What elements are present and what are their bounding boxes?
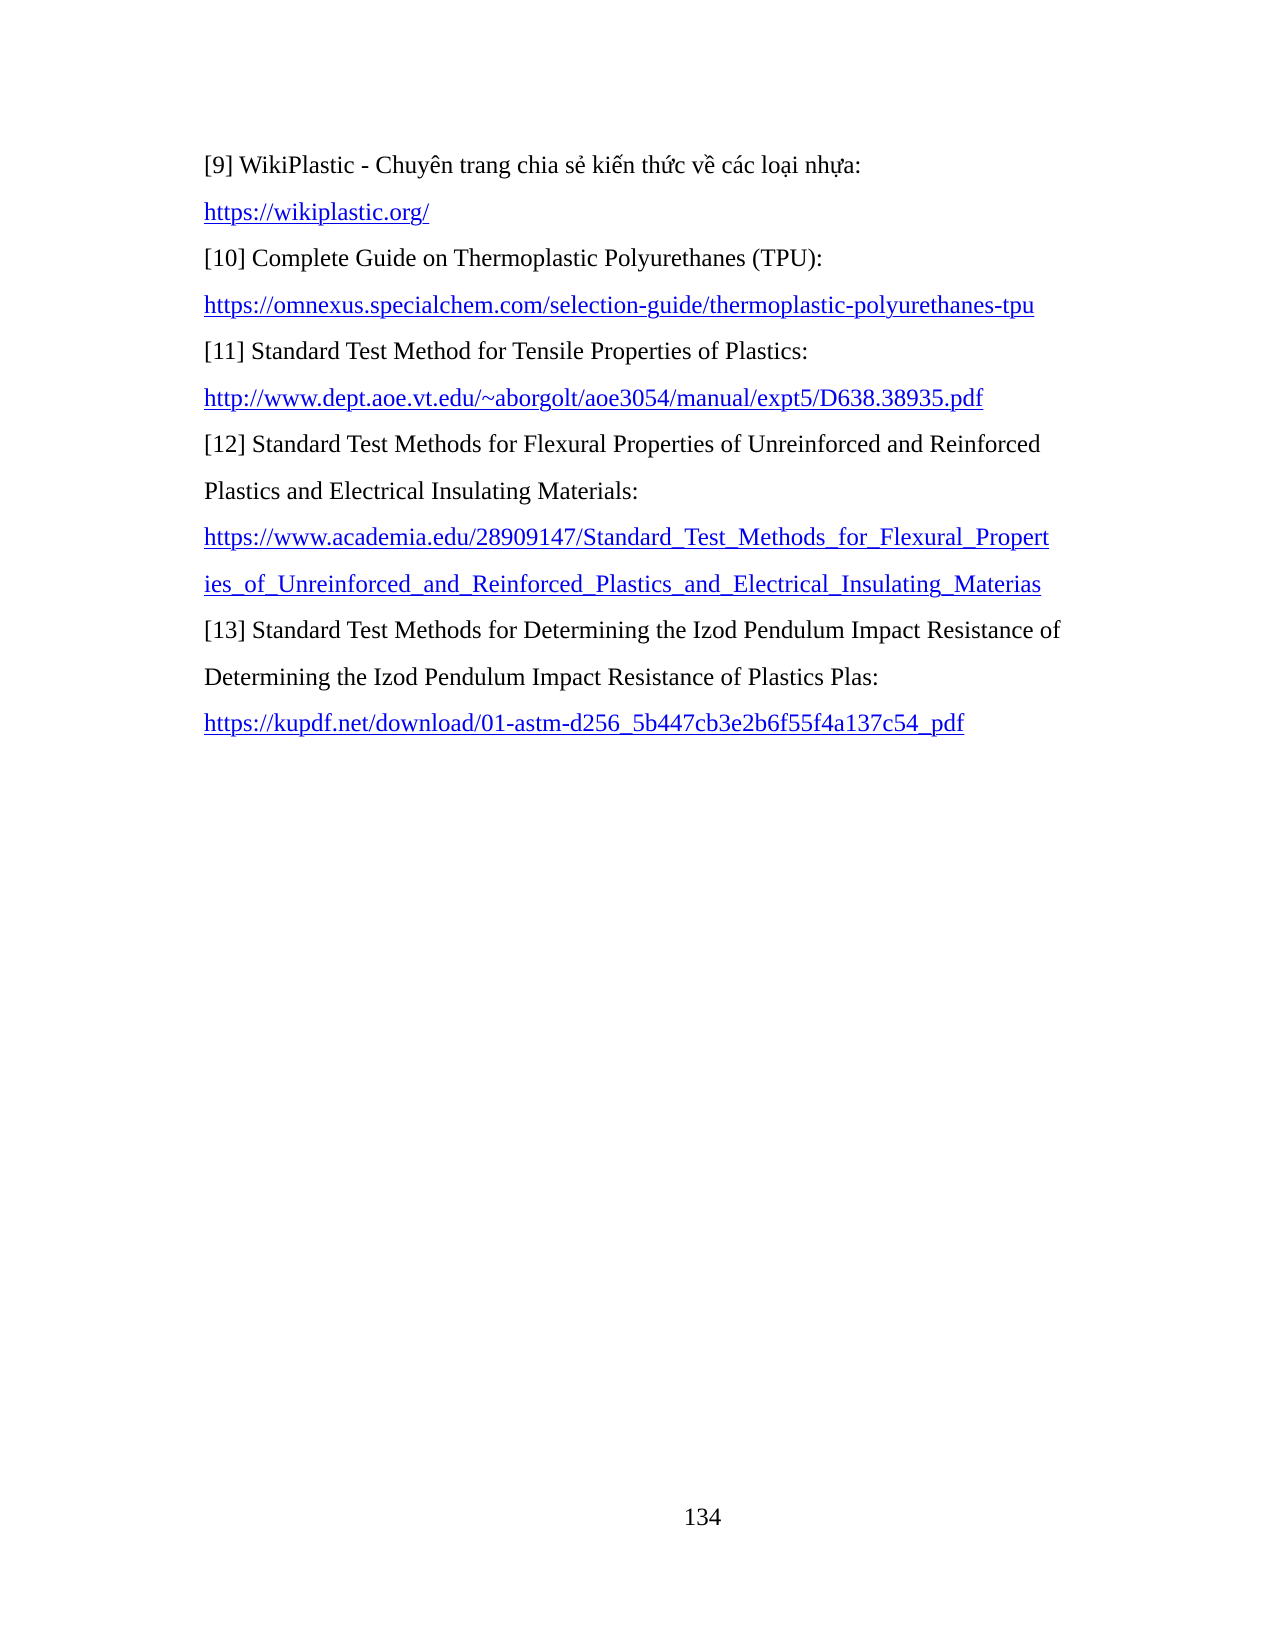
page-number: 134 bbox=[683, 1504, 722, 1531]
reference-12-title-line-1: [12] Standard Test Methods for Flexural Properties of Unreinforced and Reinforced bbox=[204, 431, 1041, 458]
reference-12-title-line-2: Plastics and Electrical Insulating Materials: bbox=[204, 477, 639, 505]
reference-list bbox=[204, 143, 1134, 748]
reference-12-link-line-2[interactable]: ies_of_Unreinforced_and_Reinforced_Plastics_and_Electrical_Insulating_Materias bbox=[204, 570, 1042, 598]
reference-11-link[interactable]: http://www.dept.aoe.vt.edu/~aborgolt/aoe3054/manual/expt5/D638.38935.pdf bbox=[204, 384, 984, 412]
reference-13-title-line-1: [13] Standard Test Methods for Determining the Izod Pendulum Impact Resistance of bbox=[204, 617, 1061, 644]
reference-12-link-line-1[interactable]: https://www.academia.edu/28909147/Standard_Test_Methods_for_Flexural_Propert bbox=[204, 524, 1050, 551]
reference-13-title-line-2: Determining the Izod Pendulum Impact Resistance of Plastics Plas: bbox=[204, 663, 879, 691]
reference-11-title: [11] Standard Test Method for Tensile Properties of Plastics: bbox=[204, 338, 809, 365]
reference-9-link[interactable]: https://wikiplastic.org/ bbox=[204, 198, 430, 226]
reference-9-title: [9] WikiPlastic - Chuyên trang chia sẻ kiến thức về các loại nhựa: bbox=[204, 152, 862, 179]
reference-10-title: [10] Complete Guide on Thermoplastic Polyurethanes (TPU): bbox=[204, 245, 823, 272]
reference-10-link[interactable]: https://omnexus.specialchem.com/selection-guide/thermoplastic-polyurethanes-tpu bbox=[204, 291, 1035, 319]
reference-13-link[interactable]: https://kupdf.net/download/01-astm-d256_5b447cb3e2b6f55f4a137c54_pdf bbox=[204, 710, 965, 737]
